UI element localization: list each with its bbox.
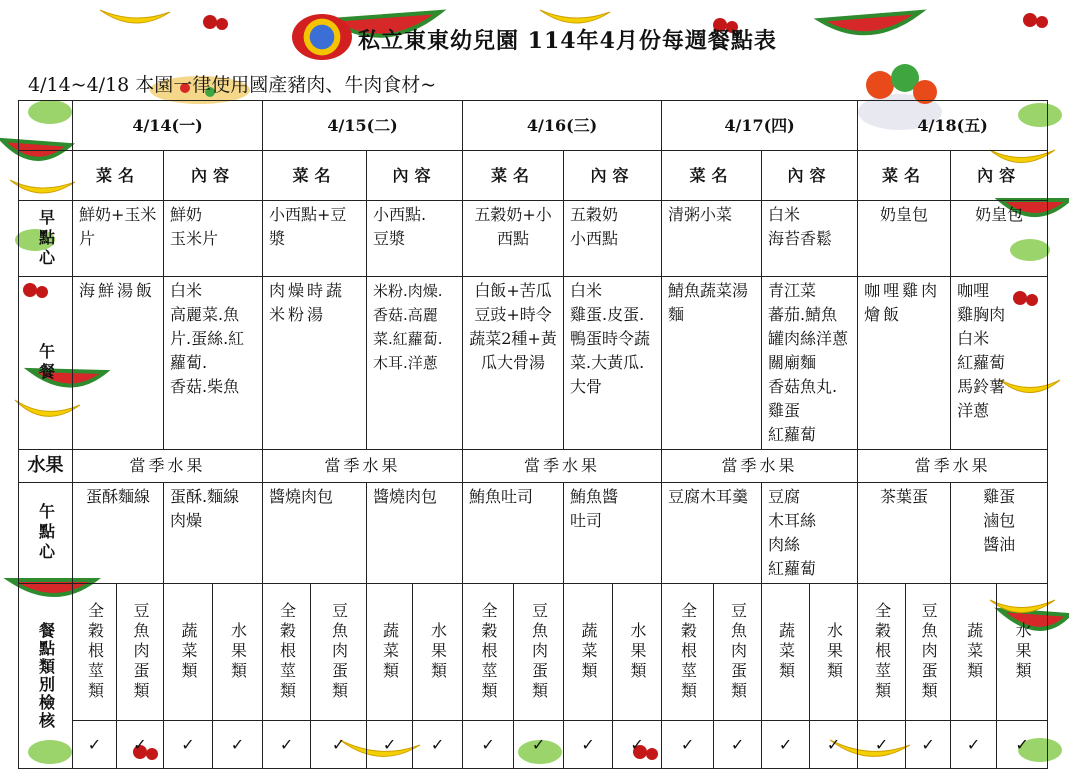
check-mark: ✓ <box>564 721 613 769</box>
breakfast-name: 清粥小菜 <box>662 201 762 277</box>
column-header-content: 內容 <box>564 151 662 201</box>
check-mark: ✓ <box>117 721 164 769</box>
corner-cell <box>19 151 73 201</box>
check-mark: ✓ <box>997 721 1048 769</box>
category-label: 全穀根莖類 <box>85 602 105 702</box>
category-cell <box>463 584 514 721</box>
category-label: 全穀根莖類 <box>479 602 499 702</box>
category-cell <box>662 584 714 721</box>
row-header-check <box>19 584 73 769</box>
category-label: 豆魚肉蛋類 <box>131 602 150 702</box>
breakfast-name: 鮮奶+玉米片 <box>73 201 164 277</box>
category-label: 蔬菜類 <box>776 622 796 682</box>
breakfast-content: 奶皇包 <box>951 201 1048 277</box>
fruit-cell: 當季水果 <box>858 450 1048 483</box>
check-mark: ✓ <box>514 721 564 769</box>
school-logo <box>292 14 352 60</box>
category-cell <box>311 584 367 721</box>
fruit-row <box>19 450 1048 483</box>
check-mark: ✓ <box>613 721 662 769</box>
column-header-content: 內容 <box>367 151 463 201</box>
category-row <box>19 584 1048 721</box>
category-cell <box>514 584 564 721</box>
column-header-content: 內容 <box>762 151 858 201</box>
category-cell <box>413 584 463 721</box>
column-header-row <box>19 151 1048 201</box>
snack-name: 鮪魚吐司 <box>463 483 564 584</box>
category-label: 蔬菜類 <box>179 622 198 682</box>
check-mark: ✓ <box>311 721 367 769</box>
day-header: 4/14(一) <box>73 101 263 151</box>
snack-row <box>19 483 1048 584</box>
check-mark: ✓ <box>213 721 263 769</box>
fruit-cell: 當季水果 <box>263 450 463 483</box>
column-header-name: 菜名 <box>463 151 564 201</box>
lunch-row <box>19 277 1048 450</box>
lunch-name: 白飯+苦瓜豆豉+時令蔬菜2種+黃瓜大骨湯 <box>463 277 564 450</box>
row-header-breakfast <box>19 201 73 277</box>
check-mark: ✓ <box>367 721 413 769</box>
check-mark: ✓ <box>810 721 858 769</box>
snack-name: 豆腐木耳羹 <box>662 483 762 584</box>
snack-content: 豆腐 木耳絲 肉絲 紅蘿蔔 <box>762 483 858 584</box>
breakfast-content: 五穀奶 小西點 <box>564 201 662 277</box>
category-cell <box>810 584 858 721</box>
column-header-name: 菜名 <box>263 151 367 201</box>
category-label: 全穀根莖類 <box>872 602 892 702</box>
category-label: 蔬菜類 <box>380 622 400 682</box>
page-title: 私立東東幼兒園 114年4月份每週餐點表 <box>358 28 777 54</box>
check-mark: ✓ <box>463 721 514 769</box>
breakfast-content: 小西點. 豆漿 <box>367 201 463 277</box>
breakfast-content: 鮮奶 玉米片 <box>164 201 263 277</box>
category-cell <box>762 584 810 721</box>
header <box>292 14 892 64</box>
breakfast-row <box>19 201 1048 277</box>
category-cell <box>117 584 164 721</box>
check-row <box>19 721 1048 769</box>
snack-name: 醬燒肉包 <box>263 483 367 584</box>
category-cell <box>73 584 117 721</box>
lunch-content: 青江菜 蕃茄.鯖魚罐肉絲洋蔥關廟麵 香菇魚丸. 雞蛋 紅蘿蔔 <box>762 277 858 450</box>
category-cell <box>951 584 997 721</box>
category-cell <box>213 584 263 721</box>
day-header: 4/16(三) <box>463 101 662 151</box>
check-mark: ✓ <box>906 721 951 769</box>
category-cell <box>613 584 662 721</box>
category-cell <box>714 584 762 721</box>
lunch-name: 海鮮湯飯 <box>73 277 164 450</box>
row-label: 午餐 <box>36 343 56 383</box>
category-label: 豆魚肉蛋類 <box>529 602 549 702</box>
snack-content: 蛋酥.麵線 肉燥 <box>164 483 263 584</box>
category-label: 豆魚肉蛋類 <box>329 602 349 702</box>
corner-cell <box>19 101 73 151</box>
column-header-content: 內容 <box>164 151 263 201</box>
day-header: 4/18(五) <box>858 101 1048 151</box>
breakfast-content: 白米 海苔香鬆 <box>762 201 858 277</box>
row-header-lunch <box>19 277 73 450</box>
row-label: 餐點類別檢核 <box>36 622 56 730</box>
check-mark: ✓ <box>714 721 762 769</box>
row-label: 早點心 <box>36 208 56 269</box>
check-mark: ✓ <box>413 721 463 769</box>
category-label: 蔬菜類 <box>579 622 599 682</box>
lunch-name: 鯖魚蔬菜湯麵 <box>662 277 762 450</box>
breakfast-name: 奶皇包 <box>858 201 951 277</box>
column-header-name: 菜名 <box>662 151 762 201</box>
check-mark: ✓ <box>762 721 810 769</box>
category-label: 蔬菜類 <box>964 622 984 682</box>
category-label: 豆魚肉蛋類 <box>728 602 748 702</box>
category-label: 全穀根莖類 <box>678 602 698 702</box>
check-mark: ✓ <box>951 721 997 769</box>
category-label: 水果類 <box>824 622 844 682</box>
snack-content: 醬燒肉包 <box>367 483 463 584</box>
snack-name: 蛋酥麵線 <box>73 483 164 584</box>
lunch-content: 米粉.肉燥.香菇.高麗菜.紅蘿蔔.木耳.洋蔥 <box>367 277 463 450</box>
check-mark: ✓ <box>662 721 714 769</box>
check-mark: ✓ <box>73 721 117 769</box>
category-label: 水果類 <box>428 622 448 682</box>
category-cell <box>858 584 906 721</box>
category-label: 水果類 <box>228 622 248 682</box>
weekly-menu-table <box>18 100 1048 769</box>
check-mark: ✓ <box>164 721 213 769</box>
lunch-content: 白米 高麗菜.魚片.蛋絲.紅蘿蔔. 香菇.柴魚 <box>164 277 263 450</box>
row-label: 午點心 <box>36 503 56 563</box>
fruit-cell: 當季水果 <box>662 450 858 483</box>
fruit-cell: 當季水果 <box>73 450 263 483</box>
category-label: 豆魚肉蛋類 <box>919 602 939 702</box>
column-header-name: 菜名 <box>73 151 164 201</box>
category-cell <box>564 584 613 721</box>
lunch-content: 白米 雞蛋.皮蛋.鴨蛋時令蔬菜.大黃瓜.大骨 <box>564 277 662 450</box>
category-cell <box>263 584 311 721</box>
page-subtitle: 4/14~4/18 本園一律使用國產豬肉、牛肉食材~ <box>28 74 437 96</box>
breakfast-name: 小西點+豆漿 <box>263 201 367 277</box>
lunch-name: 咖哩雞肉燴飯 <box>858 277 951 450</box>
category-label: 水果類 <box>628 622 648 682</box>
fruit-cell: 當季水果 <box>463 450 662 483</box>
row-header-snack <box>19 483 73 584</box>
category-cell <box>164 584 213 721</box>
category-cell <box>367 584 413 721</box>
column-header-content: 內容 <box>951 151 1048 201</box>
category-cell <box>997 584 1048 721</box>
category-label: 水果類 <box>1013 622 1033 682</box>
row-header-fruit: 水果 <box>19 450 73 483</box>
snack-content: 鮪魚醬 吐司 <box>564 483 662 584</box>
column-header-name: 菜名 <box>858 151 951 201</box>
check-mark: ✓ <box>263 721 311 769</box>
day-header: 4/17(四) <box>662 101 858 151</box>
snack-name: 茶葉蛋 <box>858 483 951 584</box>
breakfast-name: 五穀奶+小西點 <box>463 201 564 277</box>
category-label: 全穀根莖類 <box>277 602 297 702</box>
category-cell <box>906 584 951 721</box>
day-header: 4/15(二) <box>263 101 463 151</box>
date-row <box>19 101 1048 151</box>
lunch-name: 肉燥時蔬米粉湯 <box>263 277 367 450</box>
lunch-content: 咖哩 雞胸肉 白米 紅蘿蔔 馬鈴薯 洋蔥 <box>951 277 1048 450</box>
check-mark: ✓ <box>858 721 906 769</box>
snack-content: 雞蛋 滷包 醬油 <box>951 483 1048 584</box>
